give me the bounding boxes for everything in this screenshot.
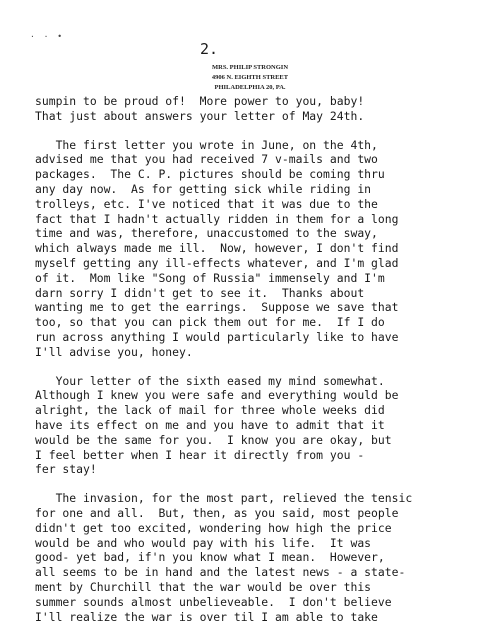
- letter-line: all seems to be in hand and the latest news - a state-: [35, 565, 406, 580]
- letter-line: I feel better when I hear it directly from you -: [35, 447, 365, 462]
- letter-line: run across anything I would particularly like to have: [35, 329, 399, 344]
- letter-paragraph: [35, 491, 495, 624]
- letter-line: too, so that you can pick them out for me. If I do: [35, 315, 385, 330]
- letter-line: time and was, therefore, unaccustomed to the sway,: [35, 226, 378, 241]
- letter-paragraph: [35, 138, 495, 360]
- letter-line: I'll realize the war is over til I am able to take: [35, 609, 378, 624]
- letter-line: alright, the lack of mail for three whole weeks did: [35, 403, 385, 418]
- letter-line: didn't get too excited, wondering how high the price: [35, 520, 392, 535]
- letter-line: The invasion, for the most part, relieved the tensic: [35, 491, 413, 506]
- letter-line: good- yet bad, if'n you know what I mean. However,: [35, 550, 385, 565]
- letter-line: darn sorry I didn't get to see it. Thanks about: [35, 285, 365, 300]
- letter-line: packages. The C. P. pictures should be coming thru: [35, 167, 385, 182]
- letter-paragraph: [35, 94, 495, 124]
- letter-line: have its effect on me and you have to admit that it: [35, 417, 385, 432]
- letter-paragraph: [35, 374, 495, 478]
- letter-line: advised me that you had received 7 v-mails and two: [35, 152, 378, 167]
- page-number: 2.: [200, 40, 219, 58]
- letter-line: Although I knew you were safe and everything would be: [35, 388, 399, 403]
- letter-line: fer stay!: [35, 462, 97, 477]
- letterhead-city: PHILADELPHIA 20, PA.: [214, 84, 286, 91]
- letter-line: fact that I hadn't actually ridden in them for a long: [35, 211, 399, 226]
- letter-line: sumpin to be proud of! More power to you, baby!: [35, 94, 365, 108]
- letterhead-name: MRS. PHILIP STRONGIN: [211, 64, 289, 71]
- letter-line: Your letter of the sixth eased my mind somewhat.: [35, 373, 385, 388]
- letter-line: I'll advise you, honey.: [35, 344, 193, 359]
- corner-marks: · · •: [30, 32, 65, 41]
- letter-line: which always made me ill. Now, however, I don't find: [35, 241, 399, 256]
- letterhead: [180, 63, 320, 93]
- letter-body: [35, 94, 495, 638]
- letter-line: any day now. As for getting sick while riding in: [35, 181, 372, 196]
- letter-line: would be the same for you. I know you are okay, but: [35, 432, 392, 447]
- letter-line: for one and all. But, then, as you said, most people: [35, 505, 399, 520]
- letter-line: would be and who would pay with his life. It was: [35, 535, 372, 550]
- letter-line: of it. Mom like "Song of Russia" immensely and I'm: [35, 270, 385, 285]
- letter-line: trolleys, etc. I've noticed that it was due to the: [35, 196, 378, 211]
- letter-line: The first letter you wrote in June, on the 4th,: [35, 137, 378, 152]
- letterhead-street: 4906 N. EIGHTH STREET: [211, 74, 289, 81]
- letter-line: wanting me to get the earrings. Suppose we save that: [35, 300, 399, 315]
- letter-line: ment by Churchill that the war would be over this: [35, 579, 372, 594]
- letter-line: summer sounds almost unbelieveable. I don't believe: [35, 594, 392, 609]
- letter-line: myself getting any ill-effects whatever, and I'm glad: [35, 255, 399, 270]
- letter-line: That just about answers your letter of May 24th.: [35, 108, 365, 123]
